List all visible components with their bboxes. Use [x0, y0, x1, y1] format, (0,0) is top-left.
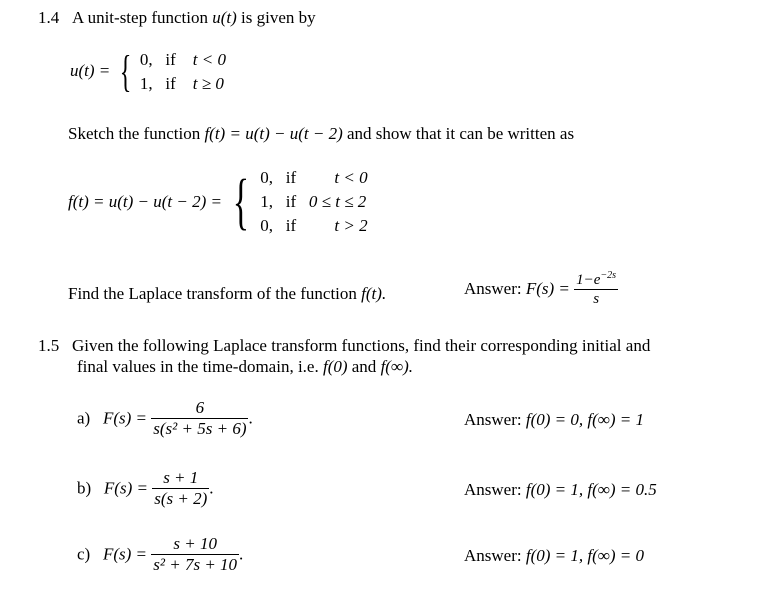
- case-if: if: [285, 168, 297, 187]
- answer-label: Answer:: [464, 279, 522, 299]
- problem-number: 1.5: [38, 336, 60, 355]
- case-value: 1,: [139, 74, 153, 93]
- item-fraction: [152, 468, 209, 509]
- item-label: c): [77, 544, 91, 564]
- fraction-numerator: 6: [195, 398, 205, 417]
- item-fraction: [151, 398, 248, 439]
- problem-1-5-heading: [38, 336, 650, 356]
- case-condition: t ≥ 0: [192, 74, 224, 93]
- answer-label: Answer:: [464, 480, 522, 499]
- fraction-denominator: s(s² + 5s + 6): [153, 418, 247, 438]
- answer-label: Answer:: [464, 546, 522, 565]
- fraction-denominator: s² + 7s + 10: [153, 554, 238, 574]
- answer-fraction: [574, 270, 618, 308]
- intro-text-end: is given by: [241, 8, 316, 27]
- answer-b: [464, 480, 657, 500]
- fraction-denominator: s(s + 2): [154, 488, 208, 508]
- case-if: if: [285, 216, 297, 235]
- u-case-2: [140, 72, 226, 96]
- answer-label: Answer:: [464, 410, 522, 429]
- f-case-3: [260, 214, 367, 238]
- problem-1-5-line-2: [77, 357, 413, 377]
- left-brace-icon: {: [119, 47, 131, 96]
- intro-text: A unit-step function: [72, 8, 208, 27]
- problem-text-line-2: final values in the time-domain, i.e.: [77, 357, 319, 376]
- f-piecewise-definition: [68, 166, 368, 238]
- item-lhs: F(s) =: [102, 544, 148, 564]
- final-value-symbol: f(∞).: [380, 357, 413, 376]
- u-case-1: [140, 48, 226, 72]
- case-condition: 0 ≤ t ≤ 2: [308, 192, 367, 211]
- answer-a: [464, 410, 644, 430]
- item-label: a): [77, 408, 91, 428]
- problem-text-line-1: Given the following Laplace transform functions, find their corresponding initial and: [72, 336, 651, 355]
- sketch-text: Sketch the function: [68, 124, 201, 143]
- f-case-1: [260, 166, 367, 190]
- find-text: Find the Laplace transform of the function: [68, 284, 357, 303]
- item-lhs: F(s) =: [102, 408, 148, 428]
- numerator-exponent: −2s: [600, 270, 617, 281]
- case-value: 0,: [260, 168, 274, 187]
- fraction-numerator: [574, 270, 618, 289]
- find-laplace-instruction: [68, 284, 386, 304]
- case-value: 0,: [139, 50, 153, 69]
- answer-value: f(0) = 0, f(∞) = 1: [525, 410, 645, 429]
- and-text: and: [351, 357, 377, 376]
- problem-number: 1.4: [38, 8, 60, 27]
- case-condition: t < 0: [334, 168, 368, 187]
- answer-value: f(0) = 1, f(∞) = 0.5: [525, 480, 657, 499]
- case-condition: t > 2: [334, 216, 368, 235]
- f-lhs: f(t) = u(t) − u(t − 2) =: [68, 192, 222, 211]
- fraction-numerator: s + 1: [163, 468, 199, 487]
- sketch-text-end: and show that it can be written as: [346, 124, 575, 143]
- case-if: if: [285, 192, 297, 211]
- answer-value: f(0) = 1, f(∞) = 0: [525, 546, 645, 565]
- f-case-2: [260, 190, 367, 214]
- item-b: b) F(s) = $\frac{s + 1}{s(s + 2)}$ .: [77, 468, 214, 508]
- item-lhs: F(s) =: [103, 478, 148, 498]
- left-brace-icon: {: [232, 168, 250, 236]
- item-label: b): [77, 478, 92, 498]
- u-lhs: u(t) =: [70, 60, 111, 80]
- case-if: if: [165, 50, 176, 69]
- f-cases: [260, 166, 367, 238]
- intro-function: u(t): [212, 8, 237, 27]
- answer-1-4: [464, 270, 618, 308]
- fraction-numerator: s + 10: [173, 534, 217, 553]
- unit-step-definition: [70, 48, 226, 96]
- item-c: c) F(s) = $\frac{s + 10}{\text{s² + 7s + 10}}$ .: [77, 534, 244, 574]
- case-value: 1,: [260, 192, 274, 211]
- item-fraction: [151, 534, 239, 575]
- case-if: if: [165, 74, 176, 93]
- case-condition: t < 0: [192, 50, 226, 69]
- u-cases: [140, 48, 226, 96]
- fraction-denominator: s: [574, 289, 618, 308]
- sketch-function: f(t) = u(t) − u(t − 2): [204, 124, 343, 143]
- sketch-instruction: [68, 124, 574, 144]
- case-value: 0,: [260, 216, 274, 235]
- answer-c: [464, 546, 644, 566]
- numerator-base: 1−e: [576, 272, 601, 288]
- problem-1-4-heading: [38, 8, 316, 28]
- item-a: a) F(s) = $\frac{6}{\text{s(s² + 5s + 6)}}$ .: [77, 398, 253, 438]
- initial-value-symbol: f(0): [322, 357, 348, 376]
- find-function: f(t).: [361, 284, 387, 303]
- answer-lhs: F(s) =: [525, 279, 570, 299]
